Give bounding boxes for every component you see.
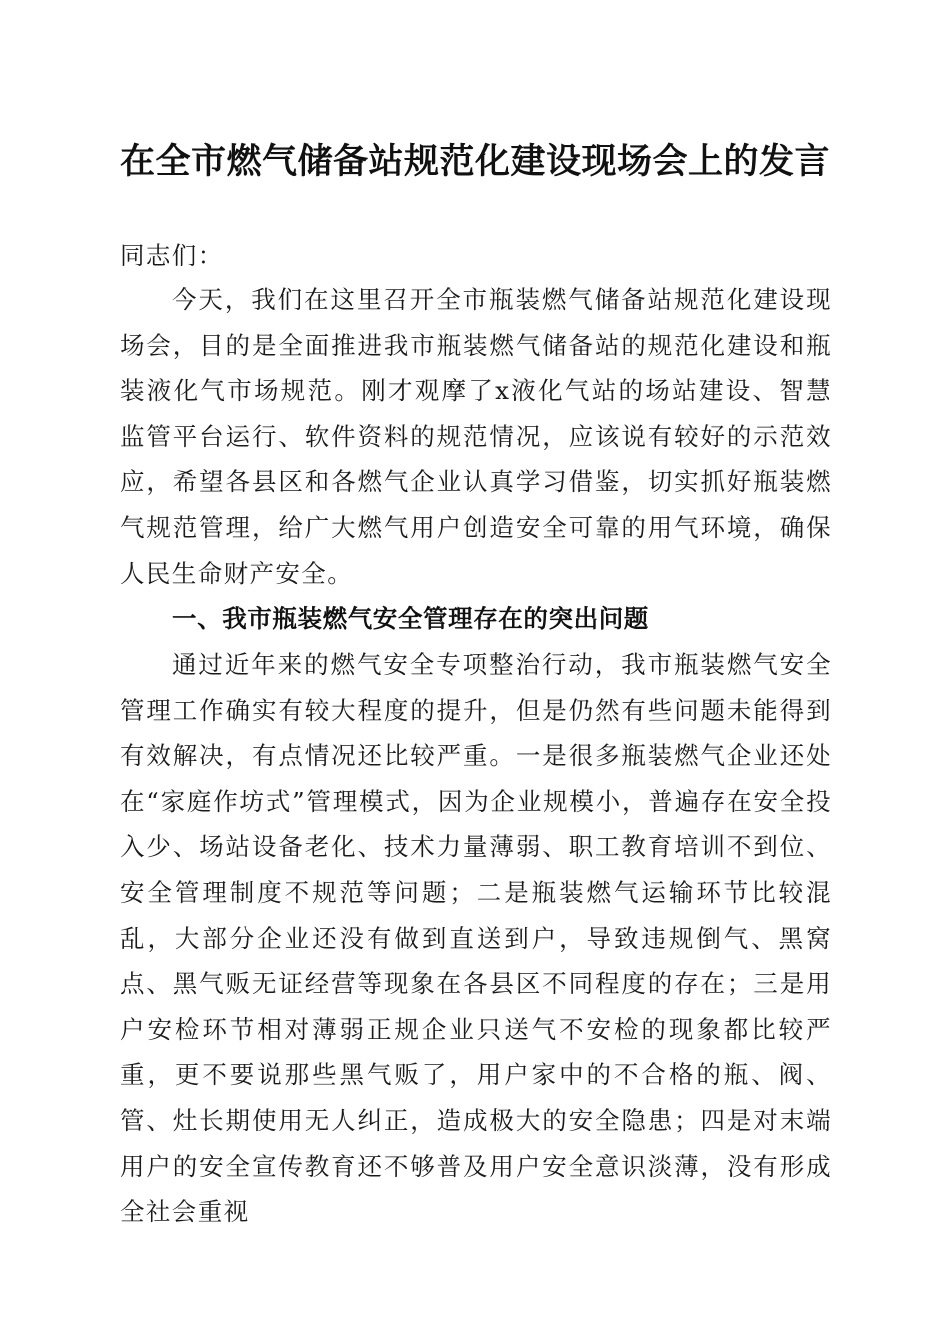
document-title: 在全市燃气储备站规范化建设现场会上的发言 [120,141,831,182]
intro-paragraph: 今天，我们在这里召开全市瓶装燃气储备站规范化建设现场会，目的是全面推进我市瓶装燃气储备站的规范化建设和瓶装液化气市场规范。刚才观摩了x液化气站的场站建设、智慧监管平台运行、软件资料的规范情况，应该说有较好的示范效应，希望各县区和各燃气企业认真学习借鉴，切实抓好瓶装燃气规范管理，给广大燃气用户创造安全可靠的用气环境，确保人民生命财产安全。 [120,285,832,588]
section-heading: 一、我市瓶装燃气安全管理存在的突出问题 [172,604,649,633]
greeting: 同志们： [120,241,224,270]
section-body-paragraph: 通过近年来的燃气安全专项整治行动，我市瓶装燃气安全管理工作确实有较大程度的提升，但是仍然有些问题未能得到有效解决，有点情况还比较严重。一是很多瓶装燃气企业还处在“家庭作坊式”管理模式，因为企业规模小，普遍存在安全投入少、场站设备老化、技术力量薄弱、职工教育培训不到位、安全管理制度不规范等问题；二是瓶装燃气运输环节比较混乱，大部分企业还没有做到直送到户，导致违规倒气、黑窝点、黑气贩无证经营等现象在各县区不同程度的存在；三是用户安检环节相对薄弱正规企业只送气不安检的现象都比较严重，更不要说那些黑气贩了，用户家中的不合格的瓶、阀、管、灶长期使用无人纠正，造成极大的安全隐患；四是对末端用户的安全宣传教育还不够普及用户安全意识淡薄，没有形成全社会重视 [120,650,832,1227]
